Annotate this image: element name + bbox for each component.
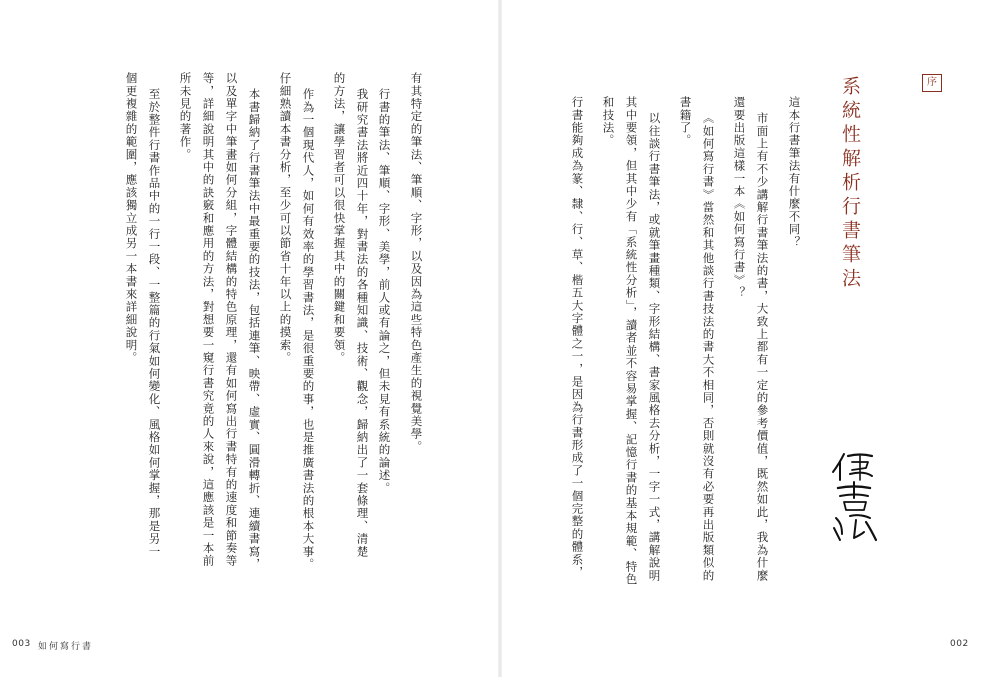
paragraph-column: 仔細熟讀本書分析，至少可以節省十年以上的摸索。 <box>278 72 293 365</box>
page-number-left: 003 <box>12 639 31 649</box>
paragraph-column: 這本行書筆法有什麼不同？ <box>787 96 802 249</box>
paragraph-column: 《如何寫行書》當然和其他談行書技法的書大不相同，否則就沒有必要再出版類似的 <box>701 112 716 582</box>
paragraph-column: 其中要領，但其中少有「系統性分析」，讀者並不容易掌握、記憶行書的基本規範、特色 <box>624 96 639 586</box>
paragraph-column: 和技法。 <box>601 96 616 147</box>
paragraph-column: 市面上有不少講解行書筆法的書，大致上都有一定的參考價值，既然如此，我為什麼 <box>755 112 770 582</box>
paragraph-column: 至於整件行書作品中的一行一段、一整篇的行氣如何變化、風格如何掌握，那是另一 <box>147 88 162 558</box>
paragraph-column: 我研究書法將近四十年，對書法的各種知識、技術、觀念，歸納出了一套條理、清楚 <box>355 88 370 558</box>
signature <box>830 448 878 544</box>
paragraph-column: 以及單字中筆畫如何分組，字體結構的特色原理，還有如何寫出行書特有的速度和節奏等 <box>224 72 239 568</box>
paragraph-column: 行書的筆法、筆順、字形、美學，前人或有論之，但未見有系統的論述。 <box>377 88 392 495</box>
page-number-right: 002 <box>950 639 969 649</box>
paragraph-column: 所未見的著作。 <box>178 72 193 161</box>
section-label: 序 <box>922 74 942 92</box>
paragraph-column: 書籍了。 <box>678 96 693 147</box>
paragraph-column: 行書能夠成為篆、隸、行、草、楷五大字體之一，是因為行書形成了一個完整的體系， <box>570 96 585 579</box>
page-gutter <box>498 0 502 677</box>
running-title: 如何寫行書 <box>38 642 94 652</box>
paragraph-column: 以往談行書筆法，或就筆畫種類、字形結構、書家風格去分析，一字一式，講解說明 <box>647 112 662 582</box>
paragraph-column: 的方法，讓學習者可以很快掌握其中的關鍵和要領。 <box>332 72 347 365</box>
chapter-title: 系統性解析行書筆法 <box>839 76 861 292</box>
paragraph-column: 本書歸納了行書筆法中最重要的技法，包括連筆、映帶、虛實、圓滑轉折、連續書寫， <box>247 88 262 571</box>
paragraph-column: 等，詳細說明其中的訣竅和應用的方法，對想要一窺行書究竟的人來說，這應該是一本前 <box>201 72 216 568</box>
paragraph-column: 作為一個現代人，如何有效率的學習書法，是很重要的事，也是推廣書法的根本大事。 <box>301 88 316 571</box>
paragraph-column: 有其特定的筆法、筆順、字形，以及因為這些特色產生的視覺美學。 <box>409 72 424 453</box>
paragraph-column: 還要出版這樣一本《如何寫行書》？ <box>732 96 747 300</box>
paragraph-column: 個更複雜的範圍，應該獨立成另一本書來詳細說明。 <box>124 72 139 365</box>
